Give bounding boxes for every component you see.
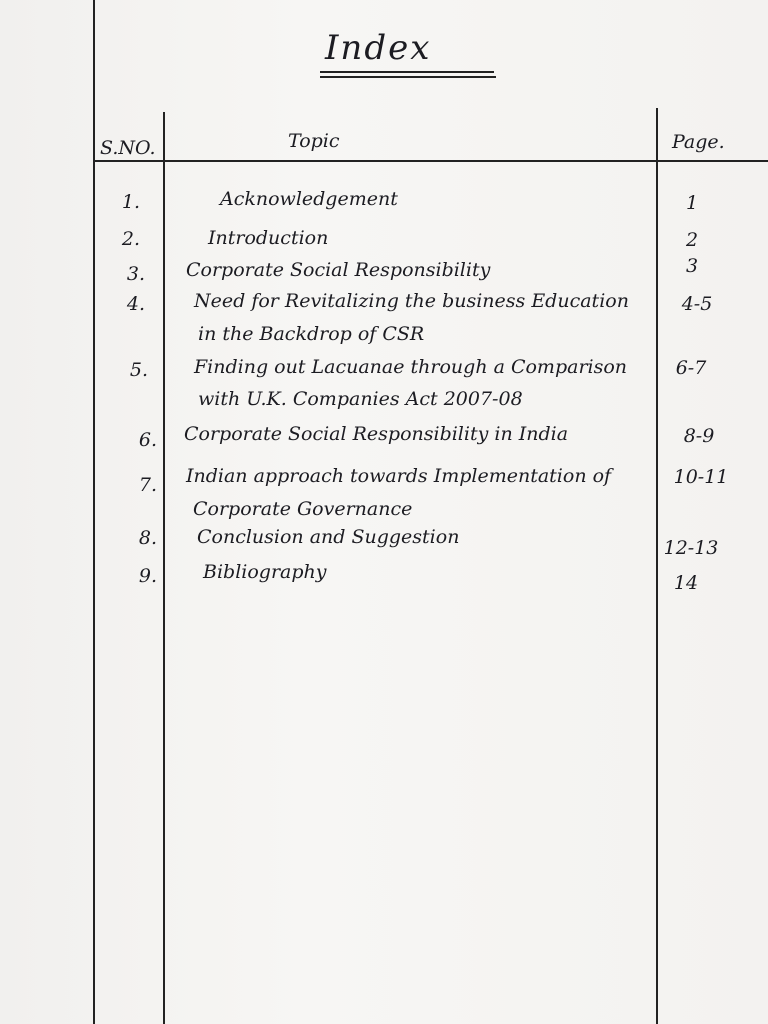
row-page: 8-9: [683, 425, 715, 447]
row-sno: 2.: [121, 228, 140, 250]
row-sno: 4.: [126, 293, 145, 315]
row-topic-continued: with U.K. Companies Act 2007-08: [198, 388, 523, 410]
row-topic: Conclusion and Suggestion: [197, 526, 460, 548]
row-topic: Acknowledgement: [220, 188, 398, 210]
header-page: Page.: [672, 131, 725, 153]
row-sno: 7.: [138, 474, 157, 496]
row-sno: 3.: [126, 263, 145, 285]
row-sno: 8.: [138, 527, 157, 549]
row-topic: Corporate Social Responsibility: [186, 259, 491, 281]
column-divider-sno: [163, 112, 165, 1024]
row-topic: Need for Revitalizing the business Education: [194, 290, 629, 312]
row-sno: 9.: [138, 565, 157, 587]
title-underline-2: [320, 76, 496, 78]
row-page: 4-5: [681, 293, 713, 315]
row-page: 10-11: [673, 466, 729, 488]
row-topic: Indian approach towards Implementation of: [186, 465, 612, 487]
row-sno: 5.: [129, 359, 148, 381]
margin-line-left: [93, 0, 95, 1024]
page-title: Index: [325, 28, 432, 68]
header-underline: [93, 160, 768, 162]
row-topic-continued: in the Backdrop of CSR: [198, 323, 425, 345]
header-sno: S.NO.: [100, 137, 156, 159]
row-sno: 6.: [138, 429, 157, 451]
row-page: 14: [673, 572, 699, 594]
row-topic-continued: Corporate Governance: [193, 498, 413, 520]
title-underline-1: [320, 71, 494, 73]
row-page: 12-13: [663, 537, 719, 559]
row-topic: Finding out Lacuanae through a Comparison: [194, 356, 628, 378]
row-page: 2: [685, 229, 699, 251]
row-topic: Introduction: [208, 227, 329, 249]
row-page: 3: [685, 255, 699, 277]
row-page: 1: [685, 192, 699, 214]
row-sno: 1.: [121, 191, 140, 213]
row-topic: Bibliography: [203, 561, 327, 583]
row-topic: Corporate Social Responsibility in India: [184, 423, 569, 445]
row-page: 6-7: [675, 357, 707, 379]
header-topic: Topic: [288, 130, 340, 152]
